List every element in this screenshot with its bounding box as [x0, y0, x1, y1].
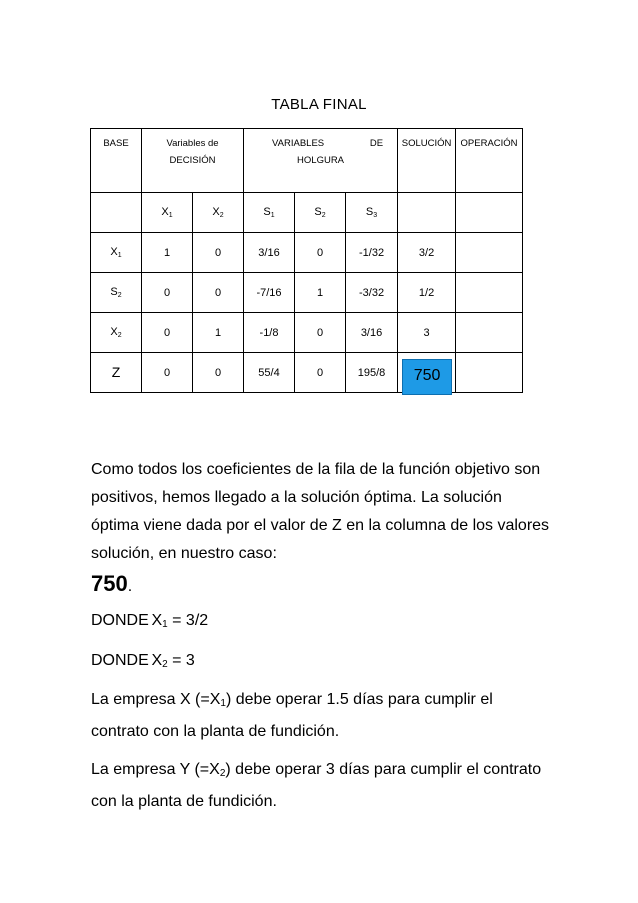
where-var-1: X	[151, 612, 163, 629]
company-x-text-a: La empresa X (=X	[91, 691, 221, 708]
solution-cell: 3	[398, 313, 456, 353]
where-label-2: DONDE	[91, 652, 149, 669]
basis-cell: $S_2$	[91, 273, 142, 313]
where-sub-1: 1	[162, 619, 168, 630]
solution-cell	[398, 353, 456, 393]
table-cell: -3/32	[346, 273, 398, 313]
header-slack-line1b: DE	[369, 138, 384, 149]
table-cell	[398, 193, 456, 233]
table-cell: 195/8	[346, 353, 398, 393]
table-cell: $S_3$	[346, 193, 398, 233]
table-cell: 0	[295, 313, 346, 353]
where-line-2	[91, 652, 195, 670]
header-decision-line2: DECISIÓN	[169, 155, 216, 166]
table-cell: -1/8	[244, 313, 295, 353]
operation-cell	[456, 233, 523, 273]
basis-cell: $X_1$	[91, 233, 142, 273]
company-x-paragraph	[91, 686, 551, 746]
table-row	[91, 313, 523, 353]
solution-cell: 3/2	[398, 233, 456, 273]
table-cell: 0	[295, 233, 346, 273]
table-cell: 0	[295, 353, 346, 393]
table-cell: 3/16	[244, 233, 295, 273]
where-label-1: DONDE	[91, 612, 149, 629]
where-value-1: = 3/2	[167, 612, 209, 629]
company-y-text-b: ) debe operar 3 días para cumplir el contrato con la planta de fundición.	[91, 761, 542, 810]
header-operation: OPERACIÓN	[456, 129, 523, 193]
table-cell: $X_1$	[142, 193, 193, 233]
table-cell: $S_1$	[244, 193, 295, 233]
table-cell: 0	[193, 353, 244, 393]
where-line-1	[91, 612, 208, 630]
company-x-sub: 1	[220, 698, 226, 709]
table-cell: -7/16	[244, 273, 295, 313]
table-cell: 0	[142, 353, 193, 393]
operation-cell	[456, 273, 523, 313]
table-cell: 55/4	[244, 353, 295, 393]
company-x-text-b: ) debe operar 1.5 días para cumplir el contrato con la planta de fundición.	[91, 691, 493, 740]
company-y-text-a: La empresa Y (=X	[91, 761, 220, 778]
table-cell: 0	[142, 273, 193, 313]
table-row-z	[91, 353, 523, 393]
header-base: BASE	[91, 129, 142, 193]
optimal-value-highlight: 750	[402, 359, 452, 395]
table-cell: 1	[193, 313, 244, 353]
basis-cell: Z	[91, 353, 142, 393]
table-cell	[91, 193, 142, 233]
table-cell: 1	[295, 273, 346, 313]
answer-period: .	[127, 578, 133, 595]
table-cell: 0	[193, 273, 244, 313]
table-cell: -1/32	[346, 233, 398, 273]
table-row	[91, 273, 523, 313]
table-title: TABLA FINAL	[271, 96, 367, 113]
optimal-value: 750	[91, 571, 128, 596]
basis-cell: $X_2$	[91, 313, 142, 353]
header-decision-line1: Variables de	[166, 138, 219, 149]
simplex-final-table	[90, 128, 523, 393]
table-header-row	[91, 129, 523, 193]
where-value-2: = 3	[167, 652, 195, 669]
header-slack-line1a: VARIABLES	[272, 138, 325, 149]
solution-cell: 1/2	[398, 273, 456, 313]
table-cell	[456, 193, 523, 233]
header-slack-line2: HOLGURA	[297, 155, 345, 166]
header-decision-vars	[142, 129, 244, 193]
where-var-2: X	[151, 652, 163, 669]
conclusion-text: Como todos los coeficientes de la fila de la función objetivo son positivos, hemos llegado a la solución óptima. La solución óptima viene dada por el valor de Z en la columna de los valores solución, en nuestro caso:	[91, 461, 550, 562]
company-y-sub: 2	[219, 768, 226, 779]
table-cell: 1	[142, 233, 193, 273]
operation-cell	[456, 313, 523, 353]
table-cell: $S_2$	[295, 193, 346, 233]
table-cell: 0	[142, 313, 193, 353]
header-solution: SOLUCIÓN	[398, 129, 456, 193]
table-cell: $X_2$	[193, 193, 244, 233]
variables-row	[91, 193, 523, 233]
conclusion-paragraph	[91, 456, 551, 601]
operation-cell	[456, 353, 523, 393]
table-cell: 0	[193, 233, 244, 273]
header-slack-vars	[244, 129, 398, 193]
table-row	[91, 233, 523, 273]
table-cell: 3/16	[346, 313, 398, 353]
where-sub-2: 2	[162, 659, 168, 670]
company-y-paragraph	[91, 756, 551, 816]
